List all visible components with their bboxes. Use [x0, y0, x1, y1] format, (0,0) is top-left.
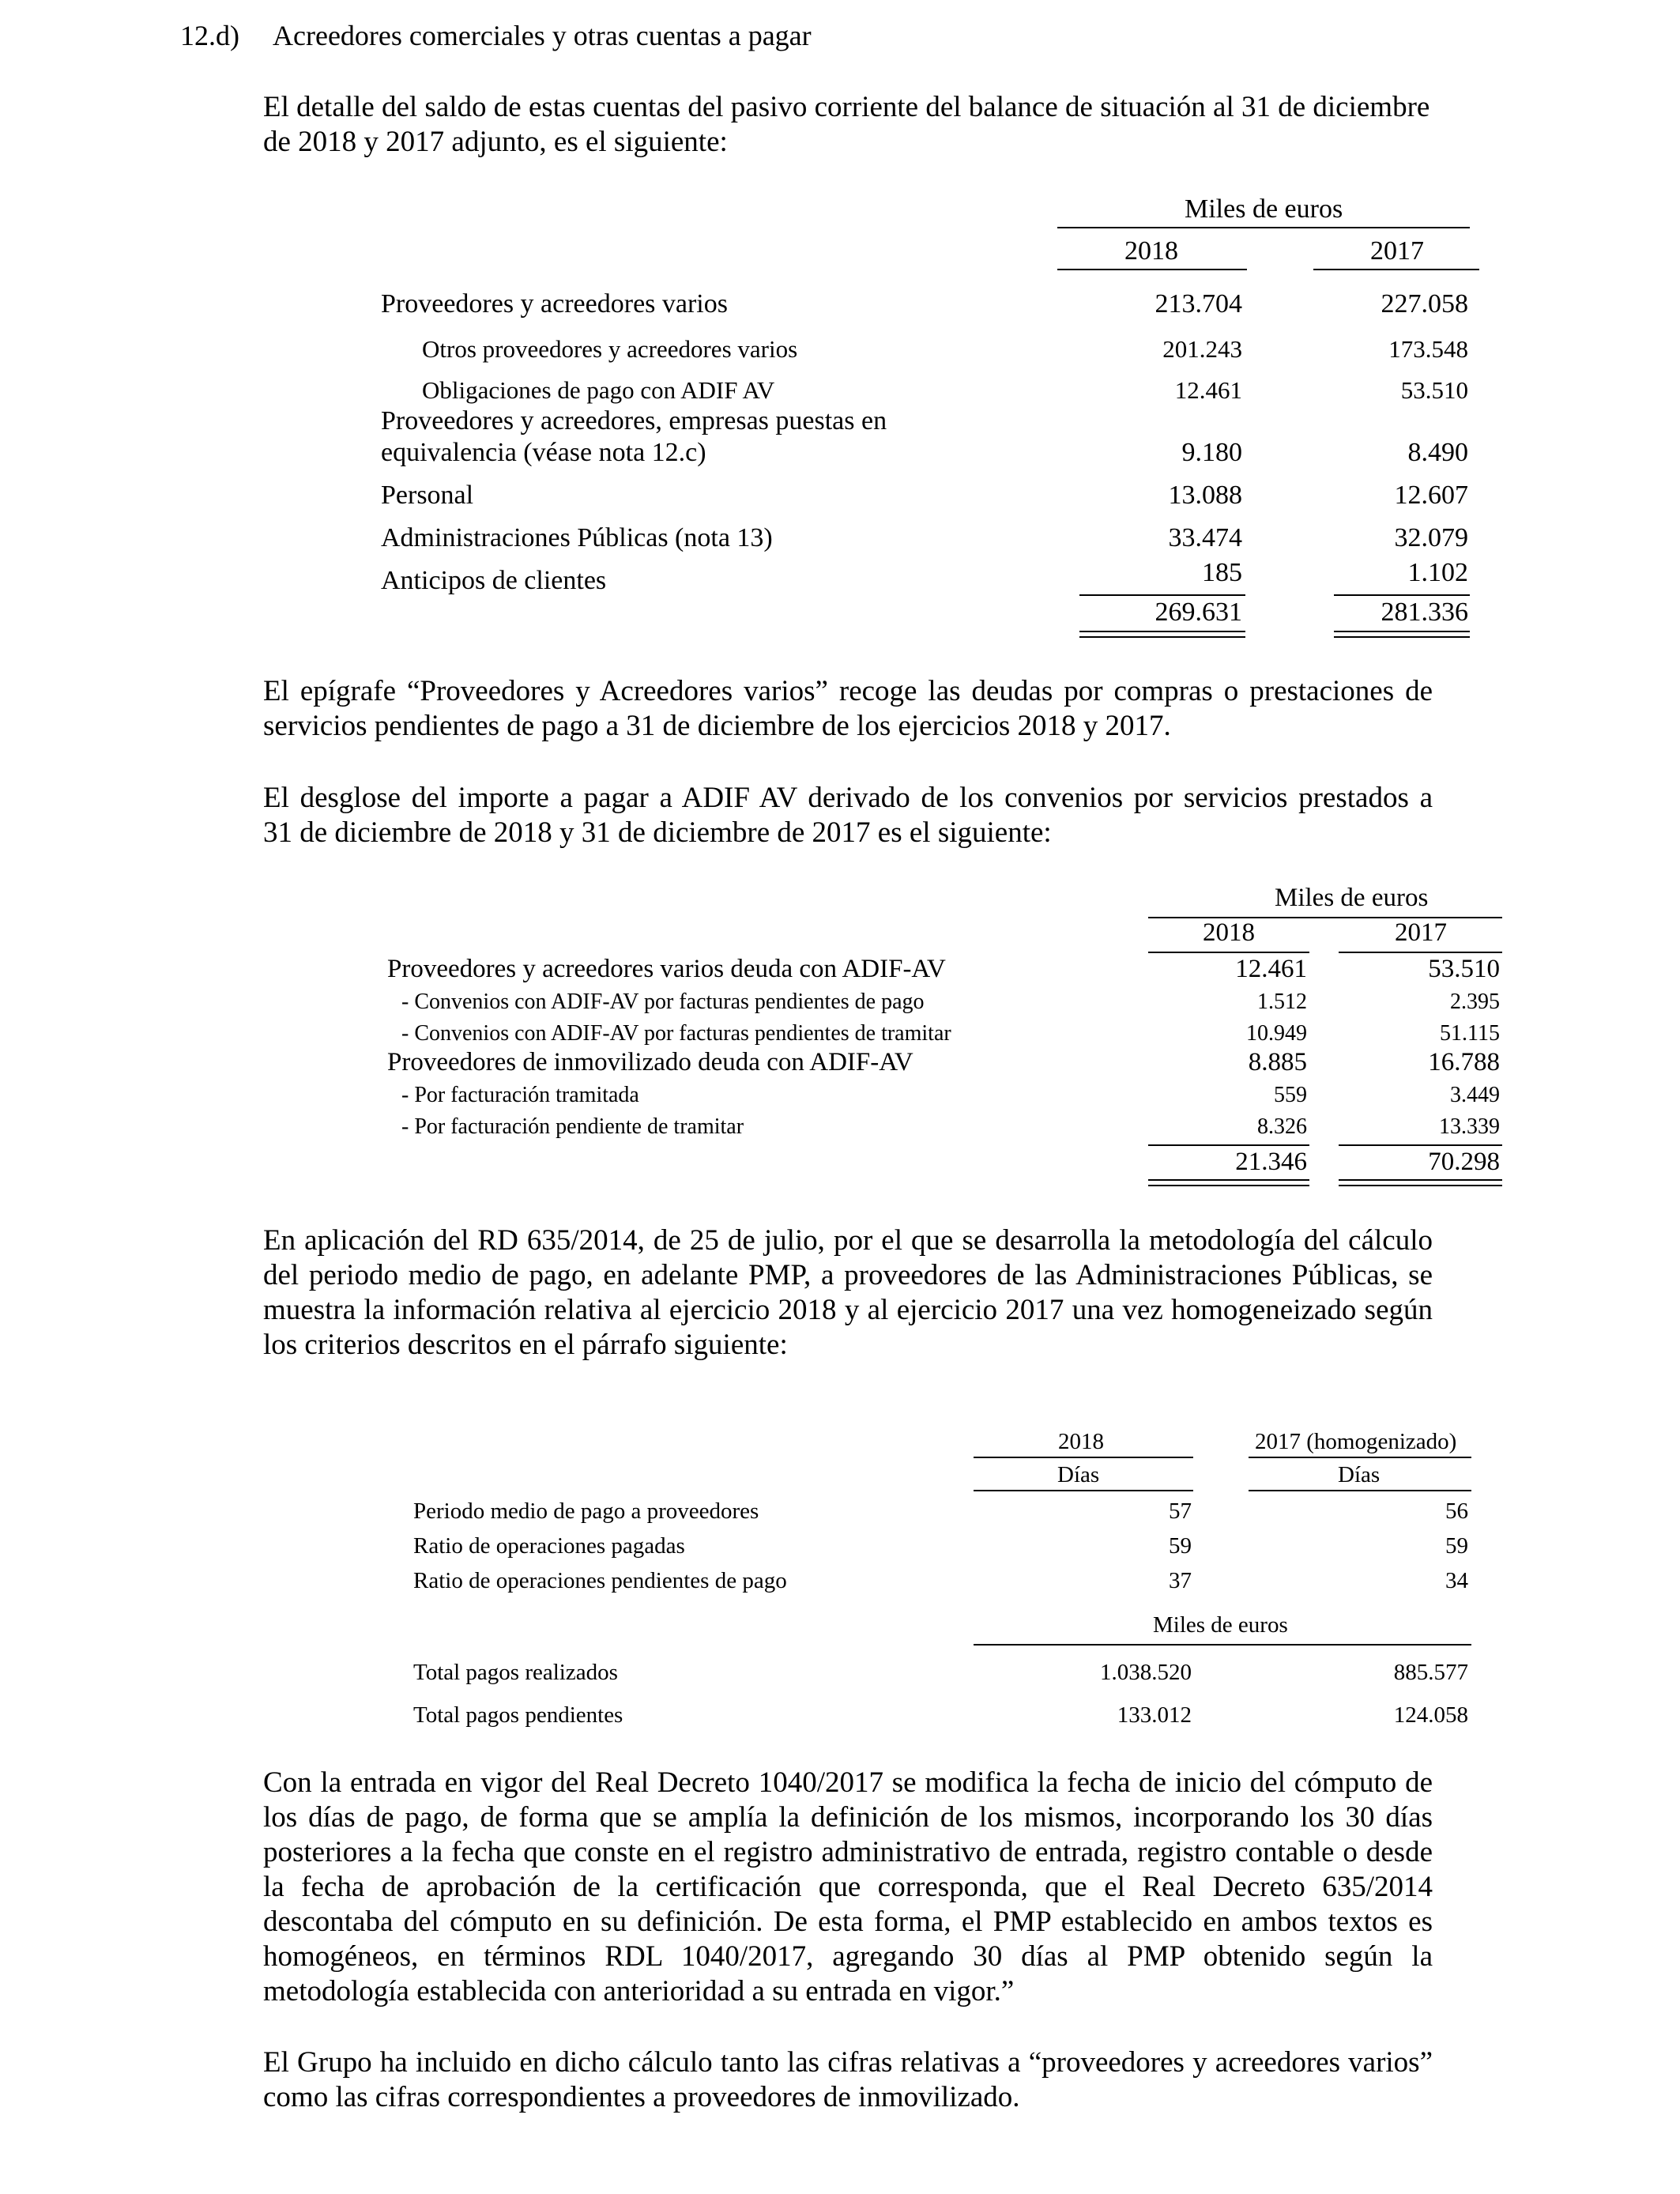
text-line: homogéneos, en términos RDL 1040/2017, agregando 30 días al PMP obtenido según la [263, 1940, 1433, 1973]
table1-total-double-rule [1079, 631, 1245, 638]
value-2017: 227.058 [1381, 289, 1468, 319]
value-2018: 8.885 [1248, 1048, 1307, 1076]
value-2017: 59 [1445, 1533, 1468, 1559]
table3-col-rule [974, 1457, 1193, 1458]
text-line: En aplicación del RD 635/2014, de 25 de julio, por el que se desarrolla la metodología del cálculo [263, 1224, 1433, 1257]
value-2017: 32.079 [1394, 523, 1468, 552]
value-2018: 12.461 [1174, 376, 1242, 404]
text-line: como las cifras correspondientes a proveedores de inmovilizado. [263, 2081, 1020, 2113]
table2-header-rule [1148, 917, 1502, 918]
row-label: - Por facturación pendiente de tramitar [401, 1114, 744, 1139]
text-line: El Grupo ha incluido en dicho cálculo tanto las cifras relativas a “proveedores y acreedores varios” [263, 2046, 1433, 2079]
section-number: 12.d) [180, 20, 239, 51]
value-2017: 53.510 [1400, 376, 1468, 404]
table3-col-rule [1249, 1457, 1471, 1458]
value-2018: 13.088 [1168, 481, 1242, 510]
table1-col-rule [1313, 269, 1479, 270]
table1-header-rule [1057, 227, 1470, 228]
text-line: El epígrafe “Proveedores y Acreedores varios” recoge las deudas por compras o prestaciones de [263, 675, 1433, 707]
row-label: Ratio de operaciones pendientes de pago [413, 1568, 787, 1593]
desglose-paragraph [263, 781, 1433, 850]
text-line: muestra la información relativa al ejercicio 2018 y al ejercicio 2017 una vez homogeneizado según [263, 1294, 1433, 1326]
text-line: los criterios descritos en el párrafo siguiente: [263, 1329, 788, 1361]
table1-sum-rule [1334, 594, 1470, 596]
value-2017: 1.102 [1407, 558, 1468, 587]
table1-unit: Miles de euros [1185, 194, 1343, 224]
value-2017: 2.395 [1450, 990, 1500, 1014]
value-2017: 16.788 [1428, 1048, 1500, 1076]
table3-sub-2017: Días [1338, 1462, 1381, 1487]
section-title: Acreedores comerciales y otras cuentas a pagar [273, 20, 812, 51]
row-label: Anticipos de clientes [381, 566, 607, 595]
value-2018: 57 [1169, 1498, 1192, 1524]
text-line: descontaba del cómputo en su definición. De esta forma, el PMP establecido en ambos textos es [263, 1906, 1433, 1938]
table3-sub-rule [1249, 1490, 1471, 1491]
text-line: El detalle del saldo de estas cuentas del pasivo corriente del balance de situación al 31 de diciembre [263, 91, 1430, 123]
row-label: Personal [381, 481, 474, 510]
table3-unit: Miles de euros [1153, 1612, 1288, 1638]
table3-col-2018: 2018 [1058, 1429, 1104, 1454]
table2-col-rule [1148, 952, 1309, 953]
value-2017: 885.577 [1393, 1660, 1468, 1685]
value-2018: 12.461 [1235, 955, 1307, 983]
value-2018: 59 [1169, 1533, 1192, 1559]
table2-sum-rule [1148, 1144, 1309, 1146]
table2-sum-rule [1339, 1144, 1502, 1146]
table1-total-2017: 281.336 [1381, 598, 1468, 627]
rd635-paragraph [263, 1223, 1433, 1363]
row-label: - Convenios con ADIF-AV por facturas pendientes de tramitar [401, 1021, 951, 1046]
text-line: de 2018 y 2017 adjunto, es el siguiente: [263, 126, 728, 158]
table3-unit-rule [974, 1644, 1471, 1646]
table3-sub-2018: Días [1057, 1462, 1100, 1487]
text-line: El desglose del importe a pagar a ADIF AV derivado de los convenios por servicios prestados a [263, 782, 1433, 814]
row-label: Proveedores y acreedores varios deuda con ADIF-AV [387, 955, 946, 983]
row-label: Obligaciones de pago con ADIF AV [422, 376, 775, 404]
table2-col-rule [1339, 952, 1502, 953]
intro-paragraph [263, 90, 1433, 160]
table1-sum-rule [1079, 594, 1245, 596]
row-label: Otros proveedores y acreedores varios [422, 335, 798, 363]
epigrafe-paragraph [263, 674, 1433, 744]
table1-col-2018: 2018 [1124, 236, 1178, 266]
text-line: metodología establecida con anterioridad a su entrada en vigor.” [263, 1975, 1015, 2007]
value-2017: 51.115 [1440, 1021, 1500, 1046]
row-label: Ratio de operaciones pagadas [413, 1533, 685, 1559]
row-label: Total pagos realizados [413, 1660, 618, 1685]
table1-total-double-rule [1334, 631, 1470, 638]
row-label: - Convenios con ADIF-AV por facturas pendientes de pago [401, 990, 925, 1014]
text-line: 31 de diciembre de 2018 y 31 de diciembre de 2017 es el siguiente: [263, 816, 1052, 849]
value-2018: 1.038.520 [1100, 1660, 1192, 1685]
value-2018: 33.474 [1168, 523, 1242, 552]
value-2018: 8.326 [1257, 1114, 1307, 1139]
grupo-paragraph [263, 2045, 1433, 2115]
value-2018: 213.704 [1155, 289, 1242, 319]
value-2017: 124.058 [1393, 1702, 1468, 1728]
value-2017: 8.490 [1407, 438, 1468, 467]
text-line: Con la entrada en vigor del Real Decreto 1040/2017 se modifica la fecha de inicio del cómputo de [263, 1766, 1433, 1799]
row-label: Total pagos pendientes [413, 1702, 623, 1728]
value-2017: 13.339 [1439, 1114, 1500, 1139]
row-label: - Por facturación tramitada [401, 1083, 639, 1107]
table1-col-rule [1057, 269, 1247, 270]
row-label: Proveedores y acreedores, empresas puestas en [381, 406, 887, 435]
table3-sub-rule [974, 1490, 1193, 1491]
row-label-continued: equivalencia (véase nota 12.c) [381, 438, 706, 467]
value-2018: 559 [1274, 1083, 1307, 1107]
value-2018: 10.949 [1246, 1021, 1307, 1046]
value-2017: 3.449 [1450, 1083, 1500, 1107]
row-label: Periodo medio de pago a proveedores [413, 1498, 759, 1524]
value-2018: 133.012 [1117, 1702, 1192, 1728]
value-2018: 37 [1169, 1568, 1192, 1593]
table2-total-double-rule [1148, 1179, 1309, 1186]
table1-col-2017: 2017 [1370, 236, 1424, 266]
value-2017: 53.510 [1428, 955, 1500, 983]
value-2018: 9.180 [1181, 438, 1242, 467]
table2-total-2017: 70.298 [1428, 1148, 1500, 1176]
value-2017: 56 [1445, 1498, 1468, 1524]
table2-total-double-rule [1339, 1179, 1502, 1186]
table1-total-2018: 269.631 [1155, 598, 1242, 627]
rd1040-paragraph [263, 1766, 1433, 2009]
row-label: Proveedores y acreedores varios [381, 289, 728, 319]
value-2017: 173.548 [1388, 335, 1468, 363]
row-label: Proveedores de inmovilizado deuda con ADIF-AV [387, 1048, 913, 1076]
table3-col-2017: 2017 (homogenizado) [1255, 1429, 1457, 1454]
table2-col-2018: 2018 [1203, 918, 1255, 947]
table2-unit: Miles de euros [1275, 884, 1429, 912]
value-2018: 185 [1202, 558, 1242, 587]
text-line: del periodo medio de pago, en adelante PMP, a proveedores de las Administraciones Públicas, se [263, 1259, 1433, 1291]
value-2018: 1.512 [1257, 990, 1307, 1014]
value-2017: 12.607 [1394, 481, 1468, 510]
table2-total-2018: 21.346 [1235, 1148, 1307, 1176]
text-line: servicios pendientes de pago a 31 de diciembre de los ejercicios 2018 y 2017. [263, 710, 1171, 742]
text-line: la fecha de aprobación de la certificación que corresponda, que el Real Decreto 635/2014 [263, 1871, 1433, 1903]
row-label: Administraciones Públicas (nota 13) [381, 523, 773, 552]
text-line: los días de pago, de forma que se amplía la definición de los mismos, incorporando los 30 días [263, 1801, 1433, 1834]
value-2018: 201.243 [1162, 335, 1242, 363]
value-2017: 34 [1445, 1568, 1468, 1593]
table2-col-2017: 2017 [1395, 918, 1447, 947]
text-line: posteriores a la fecha que conste en el registro administrativo de entrada, registro contable o desde [263, 1836, 1433, 1868]
